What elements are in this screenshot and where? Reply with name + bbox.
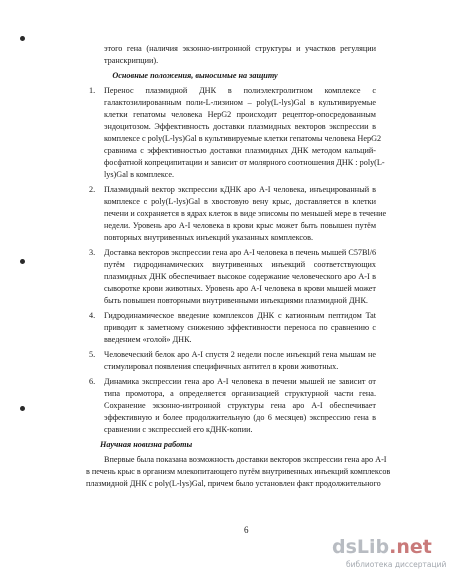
novelty-line: плазмидной ДНК с poly(L-lys)Gal, причем было установлен факт продолжительного [86, 479, 381, 488]
item-line: повторных внутривенных инъекций указанных комплексов. [104, 233, 314, 242]
item-line: стимулировал появления специфичных антител в крови животных. [104, 362, 339, 371]
novelty-line: Впервые была показана возможность доставки векторов экспрессии гена аро A-I [104, 455, 387, 464]
item-line: Сохранение экзонно-интронной структуры гена аро A-I обеспечивает [104, 401, 376, 410]
item-line: lys)Gal в комплексе. [104, 170, 175, 179]
item-line: эффективную и более продолжительную (до 6 месяцев) экспрессию гена в [104, 413, 376, 422]
scan-speck [20, 406, 25, 411]
item-number: 2. [89, 185, 96, 194]
item-line: путём гидродинамических внутривенных инъекций соответствующих [104, 260, 376, 269]
item-number: 4. [89, 311, 96, 320]
item-line: эндоцитозом. Эффективность доставки плазмидных векторов экспрессии в [104, 122, 376, 131]
watermark-logo-main: dsLib [332, 536, 390, 558]
item-line: комплексе с poly(L-lys)Gal в культивируемые клетки гепатомы человека HepG2 [104, 134, 382, 143]
page-number: 6 [244, 525, 249, 535]
item-line: Перенос плазмидной ДНК в полиэлектролитном комплексе с [104, 86, 376, 95]
item-line: приводит к заметному снижению эффективности переноса по сравнению с [104, 323, 376, 332]
item-line: Доставка векторов экспрессии гена аро A-I человека в печень мышей C57Bl/6 [104, 248, 377, 257]
item-number: 1. [89, 86, 96, 95]
item-line: Гидродинамическое введение комплексов ДНК с катионным пептидом Tat [104, 311, 376, 320]
item-line: фосфатной копреципитации и зависит от молярного соотношения ДНК : poly(L- [104, 158, 385, 167]
watermark-logo [332, 536, 446, 576]
item-line: Человеческий белок аро A-I спустя 2 недели после инъекций гена мышам не [104, 350, 376, 359]
item-line: плазмидных ДНК обеспечивает высокое содержание человеческого аро A-I в [104, 272, 376, 281]
watermark-logo-suffix: .net [389, 536, 432, 558]
item-line: недели. Уровень аро A-I человека в крови крыс может быть повышен путём [104, 221, 376, 230]
intro-line: этого гена (наличия экзонно-интронной структуры и участков регуляции [104, 44, 376, 53]
novelty-line: в печень крыс в организм млекопитающего путём внутривенных инъекций комплексов [86, 467, 391, 476]
section-heading: Основные положения, выносимые на защиту [112, 71, 278, 80]
item-line: типа промотора, а определяется организацией структурной части гена. [104, 389, 376, 398]
watermark-logo-text [332, 536, 432, 558]
watermark-subtitle: библиотека диссертаций [346, 560, 447, 569]
scan-speck [20, 259, 25, 264]
item-line: сравнении с экспрессией его кДНК-копии. [104, 425, 253, 434]
item-number: 6. [89, 377, 96, 386]
novelty-heading: Научная новизна работы [100, 440, 193, 449]
item-line: сыворотке крови животных. Уровень аро A-I человека в крови мышей может [104, 284, 376, 293]
scan-speck [20, 36, 25, 41]
item-line: Динамика экспрессии гена аро A-I человека в печени мышей не зависит от [104, 377, 376, 386]
item-line: галактозилированным поли-L-лизином – poly(L-lys)Gal в культивируемые [104, 98, 376, 107]
item-line: комплексе с poly(L-lys)Gal в хвостовую вену крыс, доставляется в клетки [104, 197, 376, 206]
item-line: сравнима с эффективностью доставки плазмидных ДНК методом кальций- [104, 146, 376, 155]
item-line: Плазмидный вектор экспрессии кДНК аро A-I человека, инъецированный в [104, 185, 376, 194]
item-number: 5. [89, 350, 96, 359]
item-line: печени и сохраняется в ядрах клеток в виде эписомы по меньшей мере в течение [104, 209, 387, 218]
item-number: 3. [89, 248, 96, 257]
item-line: введением «голой» ДНК. [104, 335, 192, 344]
item-line: быть повышен повторными внутривенными инъекциями плазмидной ДНК. [104, 296, 368, 305]
item-line: клетки гепатомы человека HepG2 происходит рецептор-опосредованным [104, 110, 376, 119]
intro-line: транскрипции). [104, 56, 159, 65]
